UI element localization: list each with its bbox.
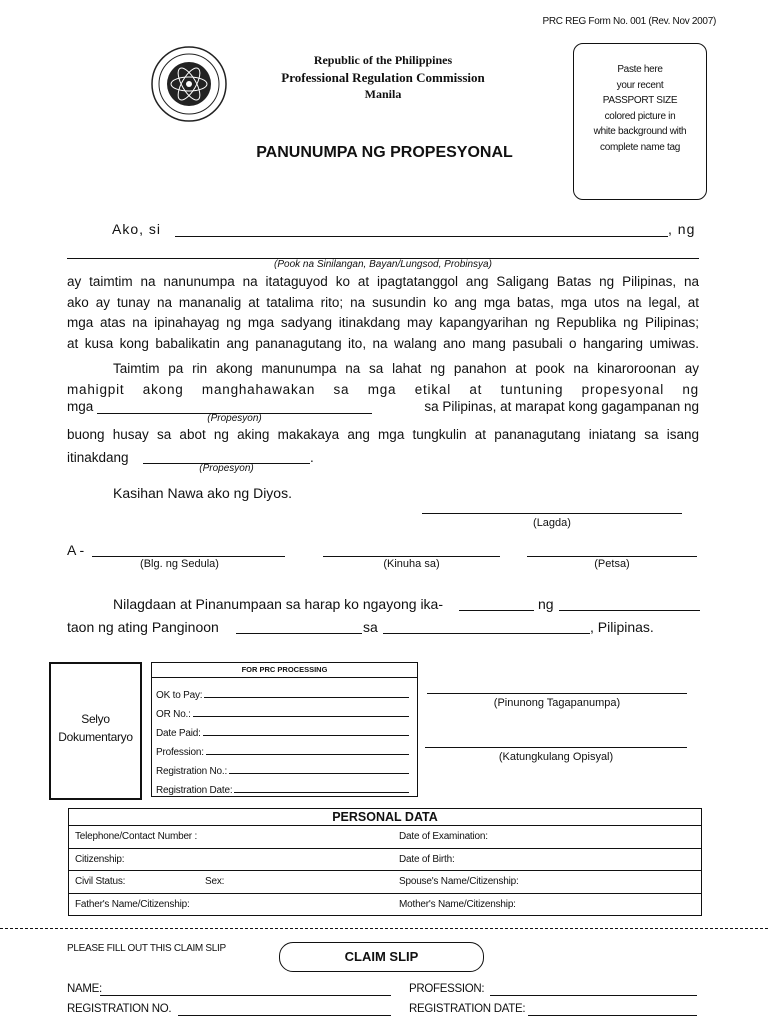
photo-text: colored picture in [604, 110, 676, 122]
personal-data-row [69, 826, 701, 849]
photo-text: complete name tag [600, 141, 680, 153]
personal-data-left-cell[interactable] [69, 826, 393, 848]
signature-field[interactable] [422, 513, 682, 514]
prc-field-row [156, 720, 413, 739]
form-code: PRC REG Form No. 001 (Rev. Nov 2007) [542, 16, 716, 27]
personal-data-right-cell[interactable] [393, 849, 701, 871]
oath-line: ako ay tunay na mananalig at tatalima rito; na susundin ko ang mga batas, mga utos na legal, at [67, 294, 699, 310]
oath-paragraph-1 [67, 272, 699, 354]
sex-label: Sex: [205, 876, 225, 887]
personal-data-right-cell[interactable] [393, 894, 701, 916]
sedula-field[interactable] [92, 556, 285, 557]
claim-regdate-label: REGISTRATION DATE: [409, 1003, 526, 1015]
prc-field-label: OR No.: [156, 709, 191, 720]
personal-data-label: Date of Examination: [399, 831, 488, 842]
katungkulan-caption: (Katungkulang Opisyal) [498, 751, 614, 763]
personal-data-right-cell[interactable] [393, 871, 701, 893]
personal-data-row [69, 849, 701, 872]
claim-slip-title: CLAIM SLIP [279, 942, 484, 972]
prc-field-row [156, 758, 413, 777]
prc-field-input[interactable] [229, 773, 409, 774]
oath-line: mahigpit akong manghahawakan sa mga etikal at tuntuning propesyonal ng [67, 381, 699, 397]
official-designation-field[interactable] [425, 747, 687, 748]
personal-data-label: Date of Birth: [399, 853, 455, 865]
cut-line [0, 928, 768, 929]
personal-data-row [69, 871, 701, 894]
prc-seal-logo [150, 45, 228, 123]
petsa-field[interactable] [527, 556, 697, 557]
prc-field-row [156, 739, 413, 758]
claim-name-label: NAME: [67, 983, 102, 995]
petsa-caption: (Petsa) [594, 558, 630, 570]
oath-line: mga atas na ipinahayag ng mga sadyang itinakdang may kapangyarihan ng Republika ng Pilipinas; [67, 315, 699, 330]
a-prefix: A - [67, 542, 85, 558]
personal-data-label: Citizenship: [75, 853, 125, 865]
month-field[interactable] [559, 610, 700, 611]
prc-field-input[interactable] [204, 697, 409, 698]
photo-text: your recent [616, 79, 664, 91]
name-field[interactable] [175, 236, 668, 237]
header-block [238, 52, 528, 103]
personal-data-label: Mother's Name/Citizenship: [399, 898, 516, 910]
prc-field-label: Registration Date: [156, 785, 233, 796]
claim-regdate-field[interactable] [528, 1015, 697, 1016]
lagda-caption: (Lagda) [533, 517, 571, 529]
oath-line: ay taimtim na nanunumpa na itataguyod ko at ipagtatanggol ang Saligang Batas ng Pilipinas, na [67, 274, 699, 289]
administering-officer-field[interactable] [427, 693, 687, 694]
personal-data-left-cell[interactable] [69, 849, 393, 871]
itinakdang-label: itinakdang [67, 450, 129, 465]
birthplace-caption: (Pook na Sinilangan, Bayan/Lungsod, Probinsya) [274, 259, 492, 270]
taon-text: taon ng ating Panginoon [67, 619, 219, 635]
prc-field-label: Date Paid: [156, 728, 201, 739]
prc-field-label: OK to Pay: [156, 690, 203, 701]
prc-processing-title: FOR PRC PROCESSING [152, 663, 417, 678]
oath-line: at kusa kong babalikatin ang pananagutang ito, na walang ano mang pasubali o hangaring umiwas. [67, 335, 699, 351]
oath-paragraph-2 [67, 359, 699, 400]
selyo-box [49, 662, 142, 800]
photo-text: white background with [593, 126, 687, 137]
prc-field-row [156, 682, 413, 701]
photo-text: Paste here [617, 64, 663, 75]
oath-line: Taimtim pa rin akong manunumpa na sa lahat ng panahon at pook na kinaroroonan ay [113, 361, 699, 376]
personal-data-left-cell[interactable] [69, 871, 393, 893]
oath-line: sa Pilipinas, at marapat kong gagampanan ng [424, 399, 699, 414]
personal-data-rows [69, 826, 701, 915]
sa-label: sa [363, 619, 378, 635]
period: . [310, 450, 314, 465]
nilagdaan-text: Nilagdaan at Pinanumpaan sa harap ko ngayong ika- [113, 596, 444, 612]
claim-instruction: PLEASE FILL OUT THIS CLAIM SLIP [67, 943, 226, 954]
prc-field-row [156, 777, 413, 796]
claim-profession-field[interactable] [490, 995, 697, 996]
sedula-caption: (Blg. ng Sedula) [140, 558, 219, 570]
personal-data-row [69, 894, 701, 916]
prc-field-input[interactable] [203, 735, 409, 736]
profession-caption-2: (Propesyon) [199, 463, 254, 474]
ng-label-2: ng [538, 596, 554, 612]
header-commission: Professional Regulation Commission [281, 70, 485, 85]
header-manila: Manila [364, 87, 402, 101]
personal-data-table [68, 808, 702, 916]
prc-field-label: Profession: [156, 747, 204, 758]
personal-data-title: PERSONAL DATA [69, 809, 701, 826]
photo-box [573, 43, 707, 200]
prc-field-input[interactable] [193, 716, 409, 717]
personal-data-label: Telephone/Contact Number : [75, 831, 198, 842]
photo-text: PASSPORT SIZE [602, 95, 678, 106]
kinuha-caption: (Kinuha sa) [383, 558, 440, 570]
claim-profession-label: PROFESSION: [409, 983, 485, 995]
prc-field-input[interactable] [234, 792, 409, 793]
day-field[interactable] [459, 610, 534, 611]
claim-regno-label: REGISTRATION NO. [67, 1003, 172, 1015]
prc-processing-rows [152, 678, 417, 796]
year-field[interactable] [236, 633, 362, 634]
mga-label: mga [67, 399, 94, 414]
oath-line: buong husay sa abot ng aking makakaya ang mga tungkulin at pananagutang iniatang sa isang [67, 427, 699, 442]
page-title: PANUNUMPA NG PROPESYONAL [256, 144, 513, 161]
pilipinas-label: , Pilipinas. [590, 619, 654, 635]
kinuha-field[interactable] [323, 556, 500, 557]
personal-data-label: Civil Status: [75, 876, 126, 887]
personal-data-left-cell[interactable] [69, 894, 393, 916]
ako-si-label: Ako, si [112, 221, 162, 237]
prc-field-input[interactable] [206, 754, 409, 755]
personal-data-right-cell[interactable] [393, 826, 701, 848]
claim-name-field[interactable] [100, 995, 391, 996]
prc-field-row [156, 701, 413, 720]
lagda-wrap [422, 517, 682, 529]
ng-label: , ng [668, 221, 696, 237]
personal-data-label: Spouse's Name/Citizenship: [399, 876, 519, 887]
prc-processing-box [151, 662, 418, 797]
prc-field-label: Registration No.: [156, 766, 228, 777]
city-field[interactable] [383, 633, 590, 634]
claim-regno-field[interactable] [178, 1015, 391, 1016]
profession-caption-1: (Propesyon) [207, 413, 262, 424]
header-republic: Republic of the Philippines [313, 53, 453, 67]
selyo-text: Selyo [81, 712, 110, 726]
pinuno-caption: (Pinunong Tagapanumpa) [493, 697, 621, 709]
selyo-text: Dokumentaryo [58, 730, 133, 744]
personal-data-label: Father's Name/Citizenship: [75, 898, 190, 910]
kasihan-text: Kasihan Nawa ako ng Diyos. [113, 485, 292, 501]
